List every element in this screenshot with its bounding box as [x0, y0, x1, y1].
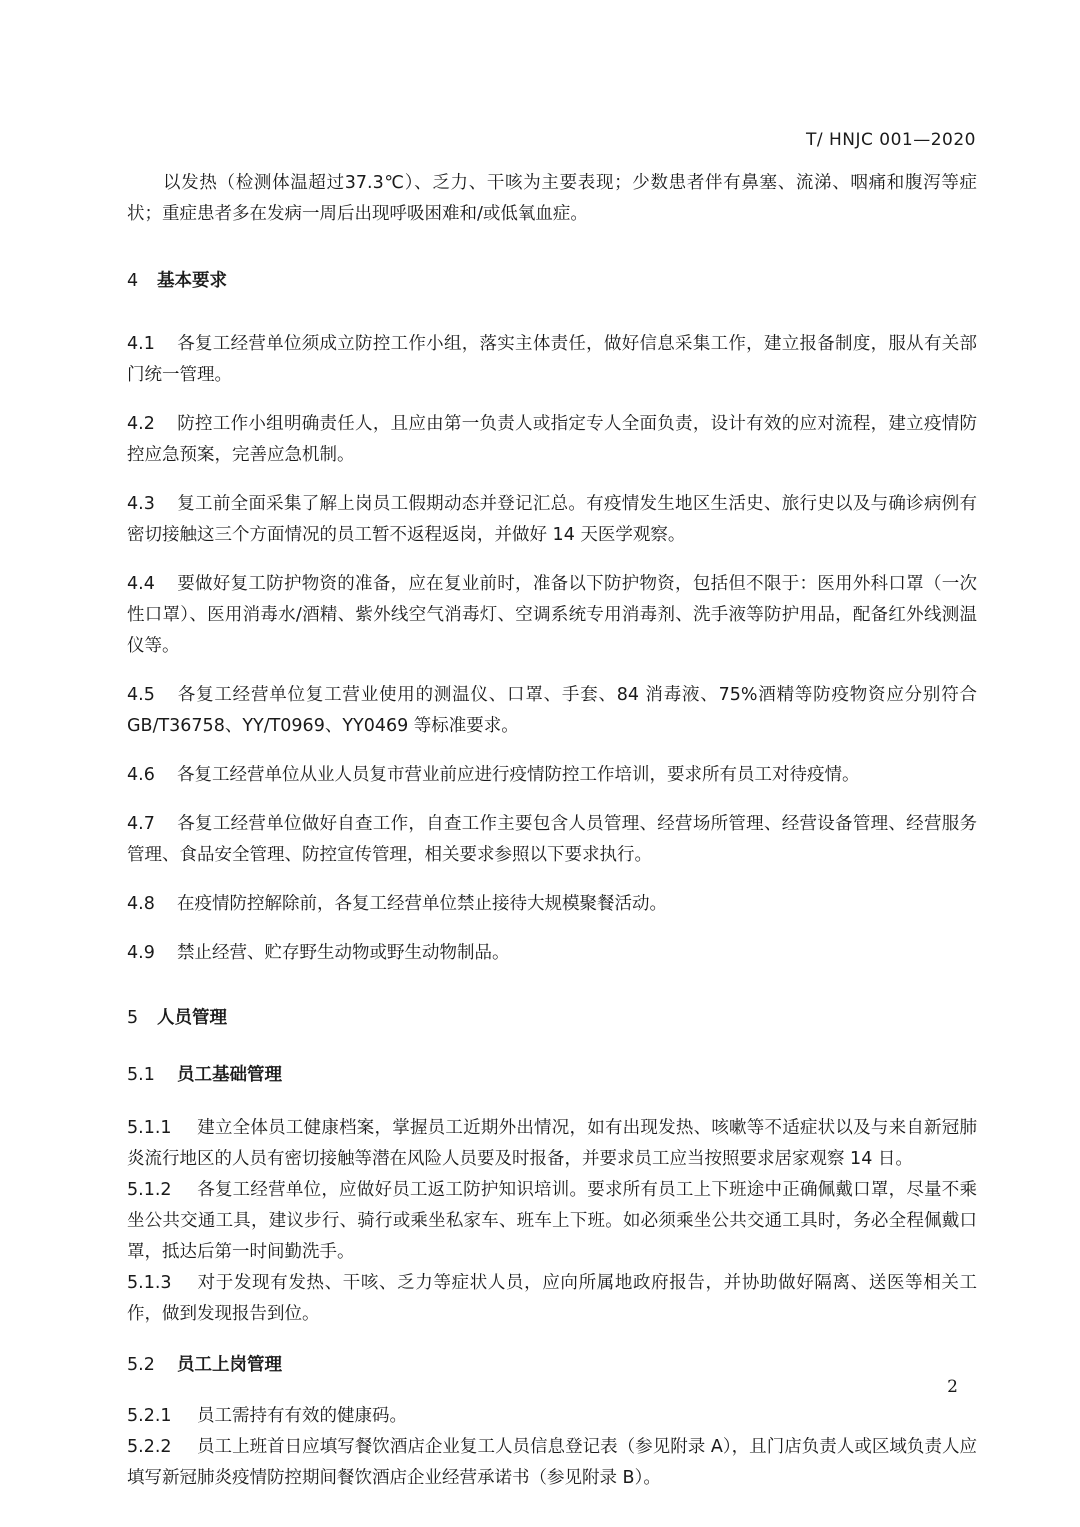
subsection-number: 5.1	[127, 1065, 155, 1085]
document-code: T/ HNJC 001—2020	[805, 130, 976, 150]
subsection-number: 5.2	[127, 1355, 155, 1375]
clause-number: 4.7	[127, 814, 155, 834]
clause-5-1-1	[127, 1113, 977, 1175]
clause-4-2	[127, 409, 977, 471]
clause-text: 要做好复工防护物资的准备，应在复业前时，准备以下防护物资，包括但不限于：医用外科口罩（一次性口罩）、医用消毒水/酒精、紫外线空气消毒灯、空调系统专用消毒剂、洗手液等防护用品，配备红外线测温仪等。	[127, 574, 977, 656]
clause-5-2-1	[127, 1401, 977, 1432]
clause-5-1-3	[127, 1268, 977, 1330]
clause-number: 4.6	[127, 765, 155, 785]
clause-number: 5.2.1	[127, 1406, 172, 1426]
document-body	[127, 168, 977, 1494]
section-number: 4	[127, 271, 139, 291]
clause-text: 各复工经营单位，应做好员工返工防护知识培训。要求所有员工上下班途中正确佩戴口罩，尽量不乘坐公共交通工具，建议步行、骑行或乘坐私家车、班车上下班。如必须乘坐公共交通工具时，务必全程佩戴口罩，抵达后第一时间勤洗手。	[127, 1180, 977, 1262]
section-title: 人员管理	[157, 1008, 227, 1028]
clause-number: 5.2.2	[127, 1437, 172, 1457]
section-number: 5	[127, 1008, 139, 1028]
subsection-title: 员工上岗管理	[177, 1355, 282, 1375]
clause-number: 4.9	[127, 943, 155, 963]
clause-number: 4.4	[127, 574, 155, 594]
clause-5-2-2	[127, 1432, 977, 1494]
page-number: 2	[947, 1377, 958, 1397]
clause-text: 各复工经营单位须成立防控工作小组，落实主体责任，做好信息采集工作，建立报备制度，服从有关部门统一管理。	[127, 334, 977, 385]
clause-text: 员工上班首日应填写餐饮酒店企业复工人员信息登记表（参见附录 A），且门店负责人或区域负责人应填写新冠肺炎疫情防控期间餐饮酒店企业经营承诺书（参见附录 B）。	[127, 1437, 977, 1488]
clause-number: 5.1.1	[127, 1118, 172, 1138]
clause-text: 禁止经营、贮存野生动物或野生动物制品。	[177, 943, 510, 963]
clause-number: 4.8	[127, 894, 155, 914]
clause-text: 各复工经营单位做好自查工作，自查工作主要包含人员管理、经营场所管理、经营设备管理、经营服务管理、食品安全管理、防控宣传管理，相关要求参照以下要求执行。	[127, 814, 977, 865]
clause-number: 4.3	[127, 494, 155, 514]
clause-number: 5.1.2	[127, 1180, 172, 1200]
intro-paragraph: 以发热（检测体温超过37.3℃）、乏力、干咳为主要表现；少数患者伴有鼻塞、流涕、咽痛和腹泻等症状；重症患者多在发病一周后出现呼吸困难和/或低氧血症。	[127, 173, 977, 224]
clause-4-5	[127, 680, 977, 742]
clause-number: 5.1.3	[127, 1273, 172, 1293]
subsection-title: 员工基础管理	[177, 1065, 282, 1085]
clause-number: 4.2	[127, 414, 155, 434]
clause-text: 建立全体员工健康档案，掌握员工近期外出情况，如有出现发热、咳嗽等不适症状以及与来自新冠肺炎流行地区的人员有密切接触等潜在风险人员要及时报备，并要求员工应当按照要求居家观察 14 日。	[127, 1118, 977, 1169]
clause-number: 4.5	[127, 685, 155, 705]
clause-4-6	[127, 760, 977, 791]
section-heading-5	[127, 1003, 977, 1034]
clause-4-1	[127, 329, 977, 391]
clause-4-9	[127, 938, 977, 969]
subsection-heading-5-2	[127, 1350, 977, 1381]
clause-text: 防控工作小组明确责任人，且应由第一负责人或指定专人全面负责，设计有效的应对流程，建立疫情防控应急预案，完善应急机制。	[127, 414, 977, 465]
clause-4-7	[127, 809, 977, 871]
clause-4-4	[127, 569, 977, 662]
clause-4-3	[127, 489, 977, 551]
section-heading-4	[127, 266, 977, 297]
clause-number: 4.1	[127, 334, 155, 354]
clause-text: 在疫情防控解除前，各复工经营单位禁止接待大规模聚餐活动。	[177, 894, 667, 914]
clause-4-8	[127, 889, 977, 920]
clause-text: 对于发现有发热、干咳、乏力等症状人员，应向所属地政府报告，并协助做好隔离、送医等相关工作，做到发现报告到位。	[127, 1273, 977, 1324]
section-title: 基本要求	[157, 271, 227, 291]
subsection-heading-5-1	[127, 1060, 977, 1091]
clause-text: 复工前全面采集了解上岗员工假期动态并登记汇总。有疫情发生地区生活史、旅行史以及与确诊病例有密切接触这三个方面情况的员工暂不返程返岗，并做好 14 天医学观察。	[127, 494, 977, 545]
clause-text: 各复工经营单位从业人员复市营业前应进行疫情防控工作培训，要求所有员工对待疫情。	[177, 765, 860, 785]
clause-text: 员工需持有有效的健康码。	[197, 1406, 407, 1426]
clause-5-1-2	[127, 1175, 977, 1268]
clause-text: 各复工经营单位复工营业使用的测温仪、口罩、手套、84 消毒液、75%酒精等防疫物资应分别符合 GB/T36758、YY/T0969、YY0469 等标准要求。	[127, 685, 977, 736]
